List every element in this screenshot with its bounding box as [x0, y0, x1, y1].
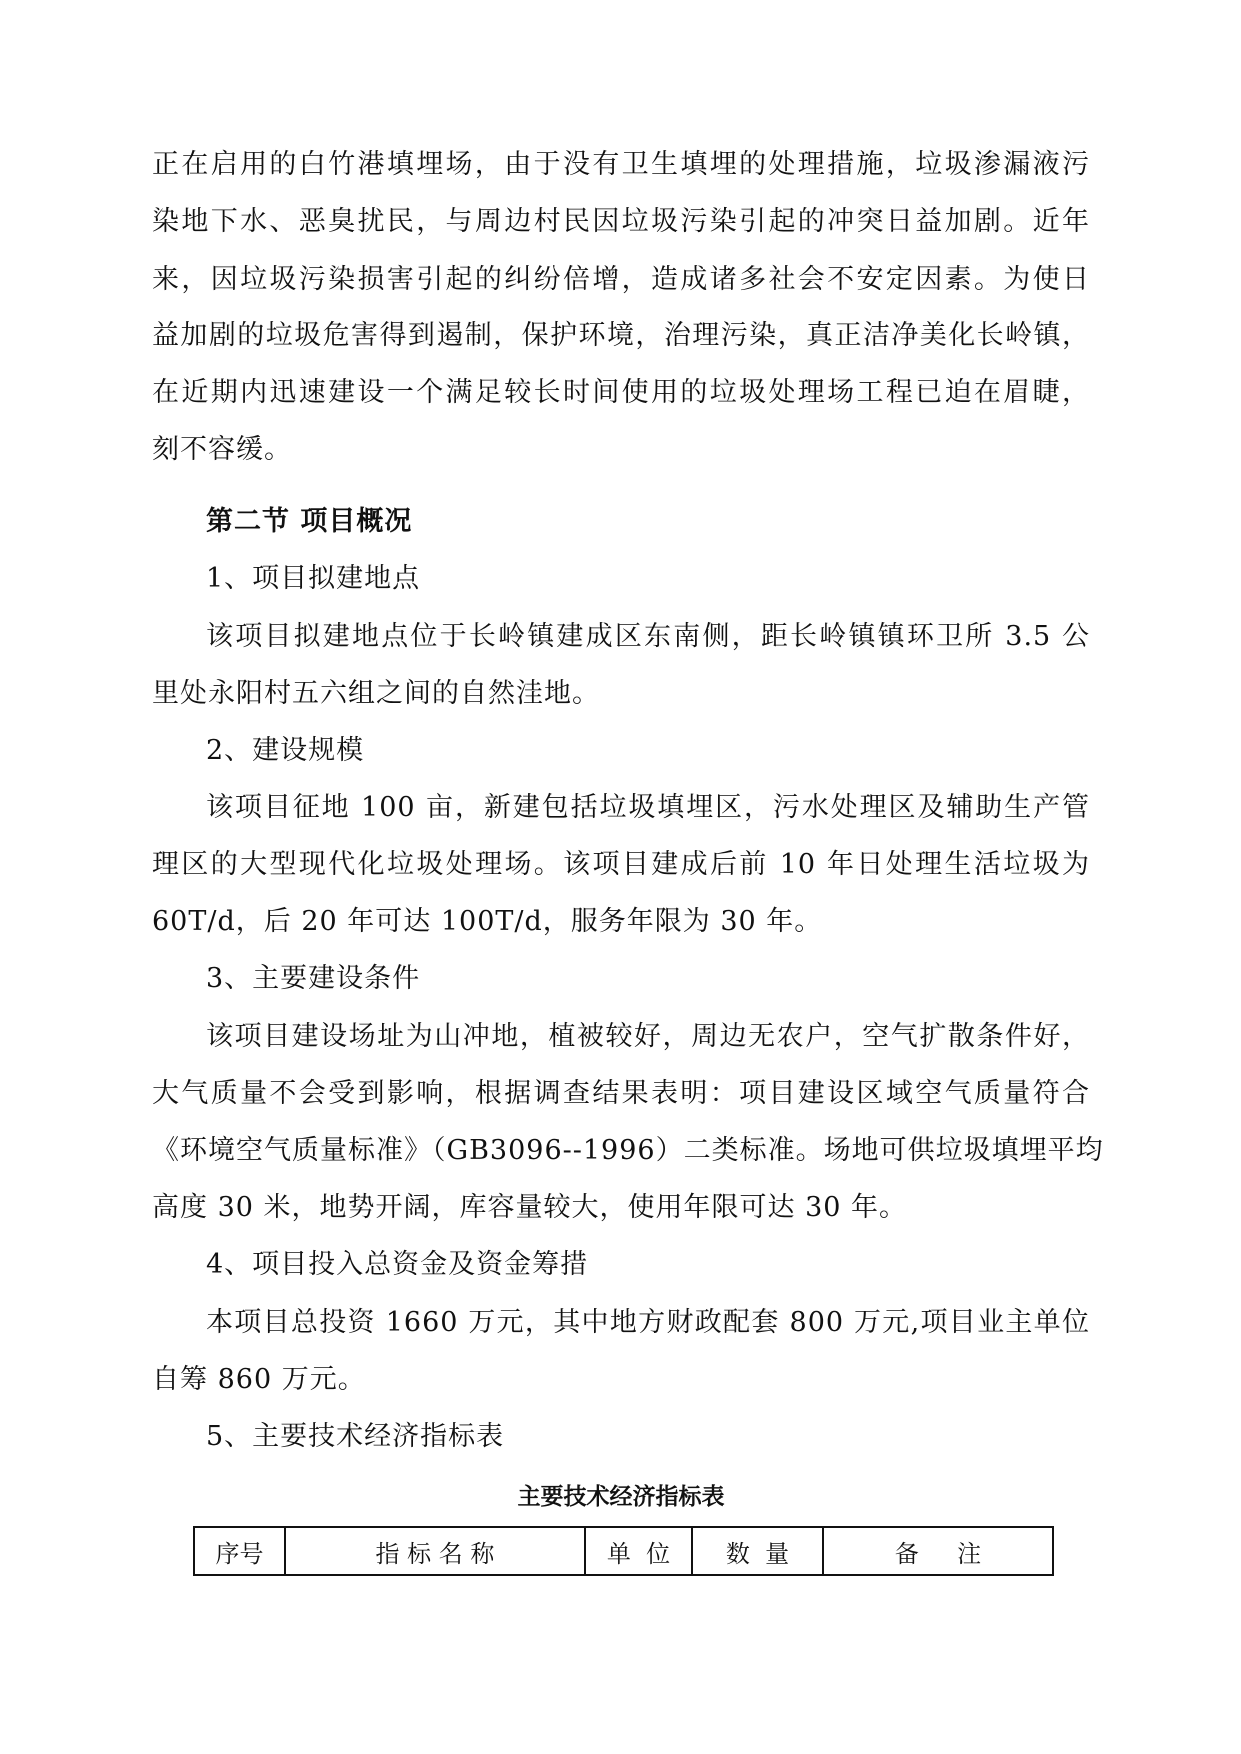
- item5-heading: 5、主要技术经济指标表: [206, 1421, 505, 1452]
- intro-line-3: 来，因垃圾污染损害引起的纠纷倍增，造成诸多社会不安定因素。为使日: [152, 264, 1090, 295]
- item3-line-4: 高度 30 米，地势开阔，库容量较大，使用年限可达 30 年。: [152, 1192, 908, 1223]
- table-header-row: [194, 1527, 1053, 1575]
- header-quantity: 数 量: [692, 1527, 823, 1575]
- header-unit: 单 位: [585, 1527, 692, 1575]
- item3-heading: 3、主要建设条件: [206, 963, 421, 994]
- item2-heading: 2、建设规模: [206, 735, 365, 766]
- intro-line-5: 在近期内迅速建设一个满足较长时间使用的垃圾处理场工程已迫在眉睫，: [152, 377, 1090, 408]
- item2-line-2: 理区的大型现代化垃圾处理场。该项目建成后前 10 年日处理生活垃圾为: [152, 849, 1090, 880]
- item3-line-1: 该项目建设场址为山冲地，植被较好，周边无农户，空气扩散条件好，: [206, 1021, 1090, 1052]
- section-heading: 第二节 项目概况: [206, 506, 413, 537]
- item1-line-1: 该项目拟建地点位于长岭镇建成区东南侧，距长岭镇镇环卫所 3.5 公: [206, 621, 1090, 652]
- item4-line-2: 自筹 860 万元。: [152, 1364, 366, 1395]
- header-remarks: 备 注: [823, 1527, 1053, 1575]
- item4-line-1: 本项目总投资 1660 万元，其中地方财政配套 800 万元,项目业主单位: [206, 1307, 1090, 1338]
- header-serial-number: 序号: [194, 1527, 285, 1575]
- intro-line-6: 刻不容缓。: [152, 434, 292, 465]
- intro-line-1: 正在启用的白竹港填埋场，由于没有卫生填埋的处理措施，垃圾渗漏液污: [152, 149, 1090, 180]
- item3-line-3: 《环境空气质量标准》（GB3096--1996）二类标准。场地可供垃圾填埋平均: [152, 1135, 1104, 1166]
- item4-heading: 4、项目投入总资金及资金筹措: [206, 1249, 589, 1280]
- header-indicator-name: 指 标 名 称: [285, 1527, 585, 1575]
- table-title: 主要技术经济指标表: [517, 1484, 725, 1510]
- intro-line-4: 益加剧的垃圾危害得到遏制，保护环境，治理污染，真正洁净美化长岭镇，: [152, 320, 1090, 351]
- item1-line-2: 里处永阳村五六组之间的自然洼地。: [152, 678, 600, 709]
- item3-line-2: 大气质量不会受到影响，根据调查结果表明：项目建设区域空气质量符合: [152, 1078, 1090, 1109]
- item1-heading: 1、项目拟建地点: [206, 563, 421, 594]
- item2-line-3: 60T/d，后 20 年可达 100T/d，服务年限为 30 年。: [152, 906, 823, 937]
- item2-line-1: 该项目征地 100 亩，新建包括垃圾填埋区，污水处理区及辅助生产管: [206, 792, 1090, 823]
- intro-line-2: 染地下水、恶臭扰民，与周边村民因垃圾污染引起的冲突日益加剧。近年: [152, 206, 1090, 237]
- indicator-table: [193, 1526, 1054, 1576]
